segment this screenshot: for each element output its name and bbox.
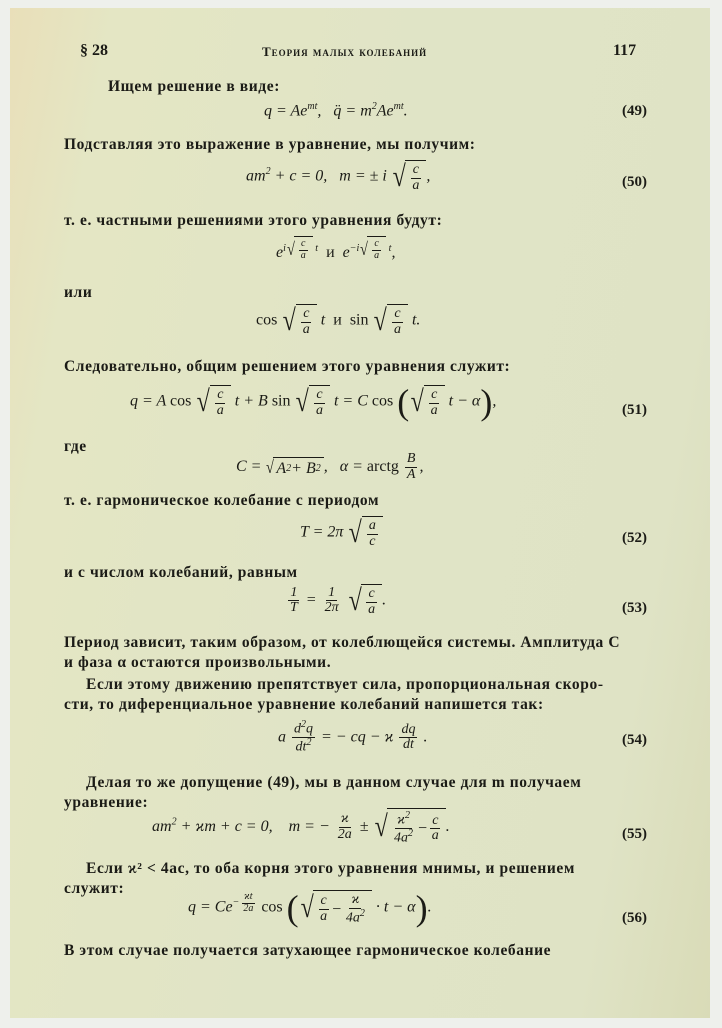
equation-number-52: (52) — [622, 530, 647, 546]
book-page — [10, 8, 710, 1018]
paragraph-6: где — [64, 438, 87, 455]
equation-54: a $\frac{d^2q}{dt^2}$ = − cq − ϰ $\frac{dq}{dt}$ . — [278, 719, 428, 755]
equation-number-56: (56) — [622, 910, 647, 926]
paragraph-9-line-2: и фаза α остаются произвольными. — [64, 654, 332, 671]
paragraph-13: В этом случае получается затухающее гармоническое колебание — [64, 942, 552, 959]
paragraph-12-line-2: служит: — [64, 880, 125, 897]
equation-49: $q = Ae^{mt}$, q̈ = $m^2Ae^{mt}$. — [264, 101, 408, 120]
equation-51: q = A cos √ $\frac{c}{a}$ t + B sin √ $\frac{c}{a}$ t = C cos ( √ $\frac{c}{a}$ t − α), — [130, 382, 497, 422]
equation-number-54: (54) — [622, 732, 647, 748]
paragraph-3: т. е. частными решениями этого уравнения будут: — [64, 212, 443, 229]
equation-number-49: (49) — [622, 103, 647, 119]
paragraph-11-line-1: Делая то же допущение (49), мы в данном случае для m получаем — [86, 774, 582, 791]
paragraph-8: и с числом колебаний, равным — [64, 564, 298, 581]
paragraph-1: Ищем решение в виде: — [108, 78, 280, 95]
equation-number-55: (55) — [622, 826, 647, 842]
equation-number-53: (53) — [622, 600, 647, 616]
equation-number-50: (50) — [622, 174, 647, 190]
paragraph-11-line-2: уравнение: — [64, 794, 149, 811]
paragraph-5: Следовательно, общим решением этого уравнения служит: — [64, 358, 511, 375]
equation-53: $\frac{1}{T}$ = $\frac{1}{2\pi}$ √ $\frac{c}{a}$ . — [290, 583, 387, 617]
equation-particular-solutions: $e^{i √ \frac{c}{a} t}$ и $e^{-i √ \frac{c}{a} t}$, — [276, 238, 396, 262]
equation-number-51: (51) — [622, 402, 647, 418]
equation-50: $am^2 + c = 0$, m = ± i √ $\frac{c}{a}$ , — [246, 159, 431, 193]
paragraph-10-line-2: сти, то диференциальное уравнение колебаний напишется так: — [64, 696, 544, 713]
running-title: Теория малых колебаний — [262, 44, 428, 59]
paragraph-10-line-1: Если этому движению препятствует сила, пропорциональная скоро- — [86, 676, 604, 693]
equation-trig-solutions: cos √ $\frac{c}{a}$ t и sin √ $\frac{c}{a}$ t. — [256, 303, 421, 337]
section-number: § 28 — [80, 42, 108, 59]
paragraph-12-line-1: Если ϰ² < 4ac, то оба корня этого уравнения мнимы, и решением — [86, 860, 576, 877]
paragraph-4: или — [64, 284, 93, 301]
equation-52: T = 2π √ $\frac{a}{c}$ — [300, 516, 383, 549]
equation-56: $q = Ce^{- \frac{ϰt}{2a}}$ cos ( √ $\frac{c}{a}$ − $\frac{ϰ}{4a^2}$ · t − α). — [188, 888, 432, 929]
paragraph-7: т. е. гармоническое колебание с периодом — [64, 492, 380, 509]
equation-55: $am^2 + ϰm + c = 0$, m = − $\frac{ϰ}{2a}$ ± √ $\frac{ϰ^2}{4a^2}$ − $\frac{c}{a}$ . — [152, 810, 450, 846]
equation-amplitude-phase: C = √ A 2 + B 2 , α = arctg $\frac{B}{A}$ , — [236, 451, 424, 482]
paragraph-2: Подставляя это выражение в уравнение, мы получим: — [64, 136, 476, 153]
page-number: 117 — [613, 42, 637, 59]
paragraph-9-line-1: Период зависит, таким образом, от колеблющейся системы. Амплитуда C — [64, 634, 621, 651]
